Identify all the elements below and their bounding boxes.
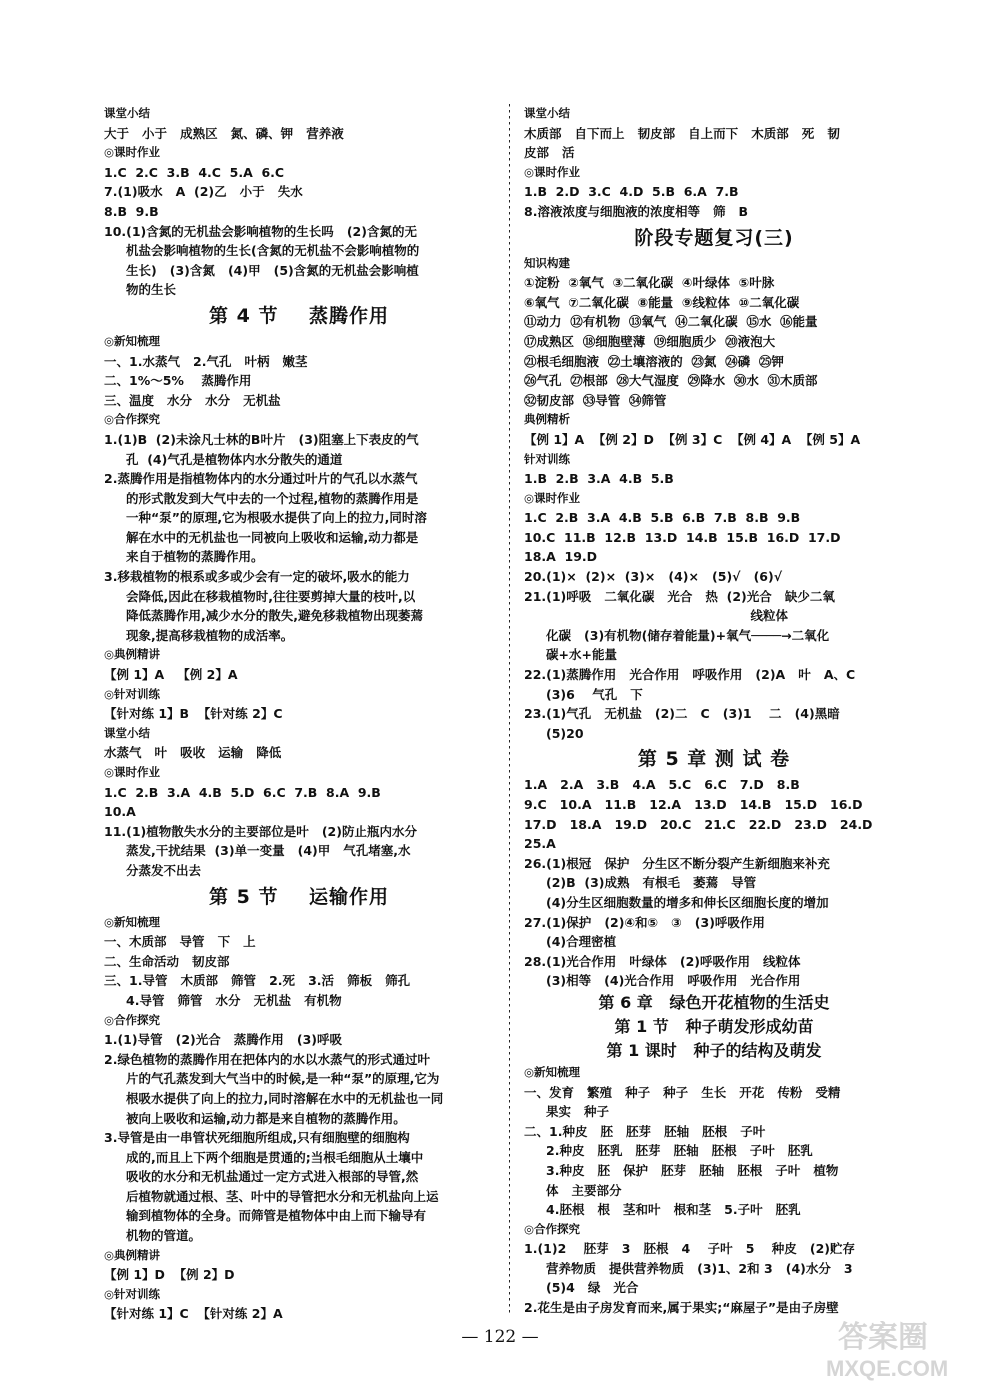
answer-line: 3.种皮 胚 保护 胚芽 胚轴 胚根 子叶 植物 [546, 1162, 839, 1178]
answer-line: 1.A 2.A 3.B 4.A 5.C 6.C 7.D 8.B [524, 777, 800, 793]
left-column [104, 104, 494, 1324]
answer-line: (3)相等 (4)光合作用 呼吸作用 光合作用 [546, 973, 801, 989]
answer-line: 18.A 19.D [524, 549, 598, 565]
answer-line: 大于 小于 成熟区 氮、磷、钾 营养液 [104, 125, 344, 141]
answer-line: 11.(1)植物散失水分的主要部位是叶 (2)防止瓶内水分 [104, 823, 417, 839]
answer-line: 27.(1)保护 (2)④和⑤ ③ (3)呼吸作用 [524, 914, 765, 930]
section-label: ◎合作探究 [104, 1012, 161, 1027]
answer-line: 化碳 (3)有机物(储存着能量)+氧气────→二氧化 [546, 627, 830, 643]
answer-line: 生长) (3)含氮 (4)甲 (5)含氮的无机盐会影响植 [126, 262, 419, 278]
watermark-logo [820, 1312, 990, 1388]
section-label: ◎合作探究 [104, 412, 161, 427]
answer-line: 皮部 活 [524, 145, 575, 161]
answer-line: 现象,提高移栽植物的成活率。 [126, 627, 294, 643]
answer-line: 营养物质 提供营养物质 (3)1、2和 3 (4)水分 3 [546, 1260, 853, 1276]
answer-line: 三、温度 水分 水分 无机盐 [104, 392, 281, 408]
section-label: ◎新知梳理 [104, 914, 161, 929]
answer-line: 2.蒸腾作用是指植物体内的水分通过叶片的气孔以水蒸气 [104, 471, 418, 487]
answer-line: 会降低,因此在移栽植物时,往往要剪掉大量的枝叶,以 [126, 588, 416, 604]
answer-line: 10.C 11.B 12.B 13.D 14.B 15.B 16.D 17.D [524, 529, 841, 545]
answer-line: 输到植物体的全身。而筛管是植物体中由上而下输导有 [126, 1208, 427, 1224]
answer-line: (3)6 气孔 下 [546, 686, 643, 702]
section-label: 课堂小结 [524, 106, 570, 120]
section-label: 课堂小结 [104, 725, 150, 740]
answer-line: 2.种皮 胚乳 胚芽 胚轴 胚根 子叶 胚乳 [546, 1143, 813, 1159]
section-label: ◎典例精讲 [104, 647, 161, 662]
right-column [524, 104, 904, 1318]
answer-line: 1.(1)导管 (2)光合 蒸腾作用 (3)呼吸 [104, 1032, 342, 1048]
section-label: ◎新知梳理 [524, 1064, 581, 1079]
section-label: ◎课时作业 [524, 164, 581, 179]
answer-line: 26.(1)根冠 保护 分生区不断分裂产生新细胞来补充 [524, 855, 830, 871]
answer-line: 7.(1)吸水 A (2)乙 小于 失水 [104, 184, 303, 200]
section-label: ◎课时作业 [524, 490, 581, 505]
answer-line: 20.(1)× (2)× (3)× (4)× (5)√ (6)√ [524, 569, 783, 585]
answer-line: 二、生命活动 韧皮部 [104, 953, 230, 969]
section-label: 针对训练 [524, 451, 570, 466]
answer-line: (5)4 绿 光合 [546, 1280, 639, 1296]
answer-line: 【例 1】A 【例 2】D 【例 3】C 【例 4】A 【例 5】A [524, 431, 861, 447]
answer-line: 一、木质部 导管 下 上 [104, 934, 256, 950]
answer-line: 的形式散发到大气中去的一个过程,植物的蒸腾作用是 [126, 490, 419, 506]
answer-line: ⑪动力 ⑫有机物 ⑬氧气 ⑭二氧化碳 ⑮水 ⑯能量 [524, 314, 818, 330]
section-heading: 第 4 节 蒸腾作用 [209, 304, 389, 327]
answer-line: 蒸发,干扰结果 (3)单一变量 (4)甲 气孔堵塞,水 [126, 843, 411, 859]
answer-line: 一种“泵”的原理,它为根吸水提供了向上的拉力,同时溶 [126, 510, 427, 526]
answer-line: 1.C 2.B 3.A 4.B 5.D 6.C 7.B 8.A 9.B [104, 784, 381, 800]
answer-line: 木质部 自下而上 韧皮部 自上而下 木质部 死 韧 [524, 125, 840, 141]
section-label: ◎课时作业 [104, 765, 161, 779]
answer-line: 10.A [104, 804, 136, 820]
watermark-text-bottom: MXQE.COM [826, 1356, 949, 1381]
answer-line: (4)合理密植 [546, 934, 617, 950]
answer-line: 二、1.种皮 胚 胚芽 胚轴 胚根 子叶 [524, 1123, 766, 1139]
column-divider [509, 104, 510, 1316]
section-heading: 阶段专题复习(三) [634, 226, 794, 249]
answer-line: 25.A [524, 836, 556, 852]
answer-line: 28.(1)光合作用 叶绿体 (2)呼吸作用 线粒体 [524, 953, 801, 969]
answer-line: 后植物就通过根、茎、叶中的导管把水分和无机盐向上运 [126, 1188, 439, 1204]
answer-line: 碳+水+能量 [546, 647, 617, 663]
answer-line: 体 主要部分 [546, 1182, 622, 1198]
answer-line: ㉖气孔 ㉗根部 ㉘大气湿度 ㉙降水 ㉚水 ㉛木质部 [524, 373, 818, 389]
section-heading: 第 1 节 种子萌发形成幼苗 [614, 1016, 814, 1036]
answer-line: 分蒸发不出去 [126, 862, 202, 878]
answer-line: 22.(1)蒸腾作用 光合作用 呼吸作用 (2)A 叶 A、C [524, 667, 856, 683]
section-label: ◎新知梳理 [104, 333, 161, 348]
watermark-text-top: 答案圈 [838, 1321, 928, 1354]
answer-line: (2)B (3)成熟 有根毛 萎蔫 导管 [546, 875, 757, 891]
answer-line: ⑰成熟区 ⑱细胞壁薄 ⑲细胞质少 ⑳液泡大 [524, 333, 776, 349]
answer-line: 孔 (4)气孔是植物体内水分散失的通道 [126, 451, 343, 467]
answer-line: ⑥氧气 ⑦二氧化碳 ⑧能量 ⑨线粒体 ⑩二氧化碳 [524, 294, 800, 310]
section-heading: 第 1 课时 种子的结构及萌发 [606, 1040, 822, 1060]
answer-line: 机盐会影响植物的生长(含氮的无机盐不会影响植物的 [126, 243, 420, 259]
answer-line: 9.C 10.A 11.B 12.A 13.D 14.B 15.D 16.D [524, 797, 863, 812]
answer-line: 【针对练 1】C 【针对练 2】A [104, 1306, 283, 1322]
answer-line: 【例 1】A 【例 2】A [104, 667, 238, 683]
section-heading: 第 5 节 运输作用 [209, 885, 389, 908]
answer-line: 2.绿色植物的蒸腾作用在把体内的水以水蒸气的形式通过叶 [104, 1051, 430, 1067]
section-label: ◎合作探究 [524, 1221, 581, 1236]
answer-line: 一、发育 繁殖 种子 种子 生长 开花 传粉 受精 [524, 1084, 841, 1100]
answer-line: 片的气孔蒸发到大气当中的时候,是一种“泵”的原理,它为 [126, 1071, 440, 1087]
answer-line: 果实 种子 [546, 1104, 610, 1120]
answer-line: 三、1.导管 木质部 筛管 2.死 3.活 筛板 筛孔 [104, 973, 411, 989]
answer-line: 1.(1)2 胚芽 3 胚根 4 子叶 5 种皮 (2)贮存 [524, 1241, 855, 1257]
answer-line: 水蒸气 叶 吸收 运输 降低 [104, 745, 282, 761]
answer-line: (5)20 [546, 725, 584, 741]
answer-line: 4.导管 筛管 水分 无机盐 有机物 [126, 992, 342, 1008]
section-label: ◎课时作业 [104, 145, 161, 160]
section-label: ◎针对训练 [104, 686, 161, 701]
answer-line: 23.(1)气孔 无机盐 (2)二 C (3)1 二 (4)黑暗 [524, 706, 840, 722]
answer-line: 线粒体 [546, 608, 789, 624]
answer-line: 21.(1)呼吸 二氧化碳 光合 热 (2)光合 缺少二氧 [524, 588, 835, 604]
answer-line: 3.导管是由一串管状死细胞所组成,只有细胞壁的细胞构 [104, 1130, 410, 1146]
answer-line: 吸收的水分和无机盐通过一定方式进入根部的导管,然 [126, 1169, 419, 1185]
answer-line: 解在水中的无机盐也一同被向上吸收和运输,动力都是 [126, 529, 419, 545]
answer-line: 4.胚根 根 茎和叶 根和茎 5.子叶 胚乳 [546, 1202, 801, 1218]
answer-line: 物的生长 [126, 282, 177, 298]
answer-line: 一、1.水蒸气 2.气孔 叶柄 嫩茎 [104, 353, 308, 369]
answer-line: 3.移栽植物的根系或多或少会有一定的破坏,吸水的能力 [104, 569, 410, 585]
answer-line: 机物的管道。 [126, 1228, 202, 1244]
answer-line: 10.(1)含氮的无机盐会影响植物的生长吗 (2)含氮的无 [104, 223, 417, 239]
answer-line: 来自于植物的蒸腾作用。 [126, 549, 264, 565]
section-label: 课堂小结 [104, 106, 150, 120]
section-label: 知识构建 [524, 255, 570, 270]
answer-line: ㉑根毛细胞液 ㉒土壤溶液的 ㉓氮 ㉔磷 ㉕钾 [524, 353, 784, 369]
page-number: — 122 — [461, 1327, 539, 1347]
answer-line: ①淀粉 ②氧气 ③二氧化碳 ④叶绿体 ⑤叶脉 [524, 275, 775, 291]
answer-line: (4)分生区细胞数量的增多和伸长区细胞长度的增加 [546, 894, 829, 910]
answer-line: 17.D 18.A 19.D 20.C 21.C 22.D 23.D 24.D [524, 816, 873, 832]
answer-line: 1.C 2.C 3.B 4.C 5.A 6.C [104, 164, 285, 180]
section-label: ◎针对训练 [104, 1286, 161, 1301]
answer-line: 【例 1】D 【例 2】D [104, 1267, 235, 1283]
answer-line: 1.C 2.B 3.A 4.B 5.B 6.B 7.B 8.B 9.B [524, 510, 801, 526]
section-label: ◎典例精讲 [104, 1247, 161, 1262]
section-label: 典例精析 [524, 412, 570, 427]
answer-line: 被向上吸收和运输,动力都是来自植物的蒸腾作用。 [126, 1110, 406, 1126]
answer-line: 1.B 2.D 3.C 4.D 5.B 6.A 7.B [524, 184, 739, 200]
answer-line: 根吸水提供了向上的拉力,同时溶解在水中的无机盐也一同 [126, 1090, 444, 1106]
answer-line: 【针对练 1】B 【针对练 2】C [104, 706, 283, 722]
answer-line: 1.B 2.B 3.A 4.B 5.B [524, 471, 674, 487]
answer-line: 2.花生是由子房发育而来,属于果实;“麻屋子”是由子房壁 [524, 1300, 839, 1316]
answer-line: ㉜韧皮部 ㉝导管 ㉞筛管 [524, 392, 667, 408]
answer-line: 8.溶液浓度与细胞液的浓度相等 筛 B [524, 203, 749, 219]
answer-line: 二、1%～5% 蒸腾作用 [104, 373, 252, 389]
section-heading: 第 6 章 绿色开花植物的生活史 [598, 992, 830, 1012]
answer-line: 1.(1)B (2)未涂凡士林的B叶片 (3)阻塞上下表皮的气 [104, 431, 419, 447]
section-heading: 第 5 章 测 试 卷 [637, 748, 791, 771]
answer-line: 成的,而且上下两个细胞是贯通的;当根毛细胞从土壤中 [126, 1149, 424, 1165]
answer-line: 8.B 9.B [104, 203, 159, 219]
answer-line: 降低蒸腾作用,减少水分的散失,避免移栽植物出现萎蔫 [126, 608, 423, 624]
